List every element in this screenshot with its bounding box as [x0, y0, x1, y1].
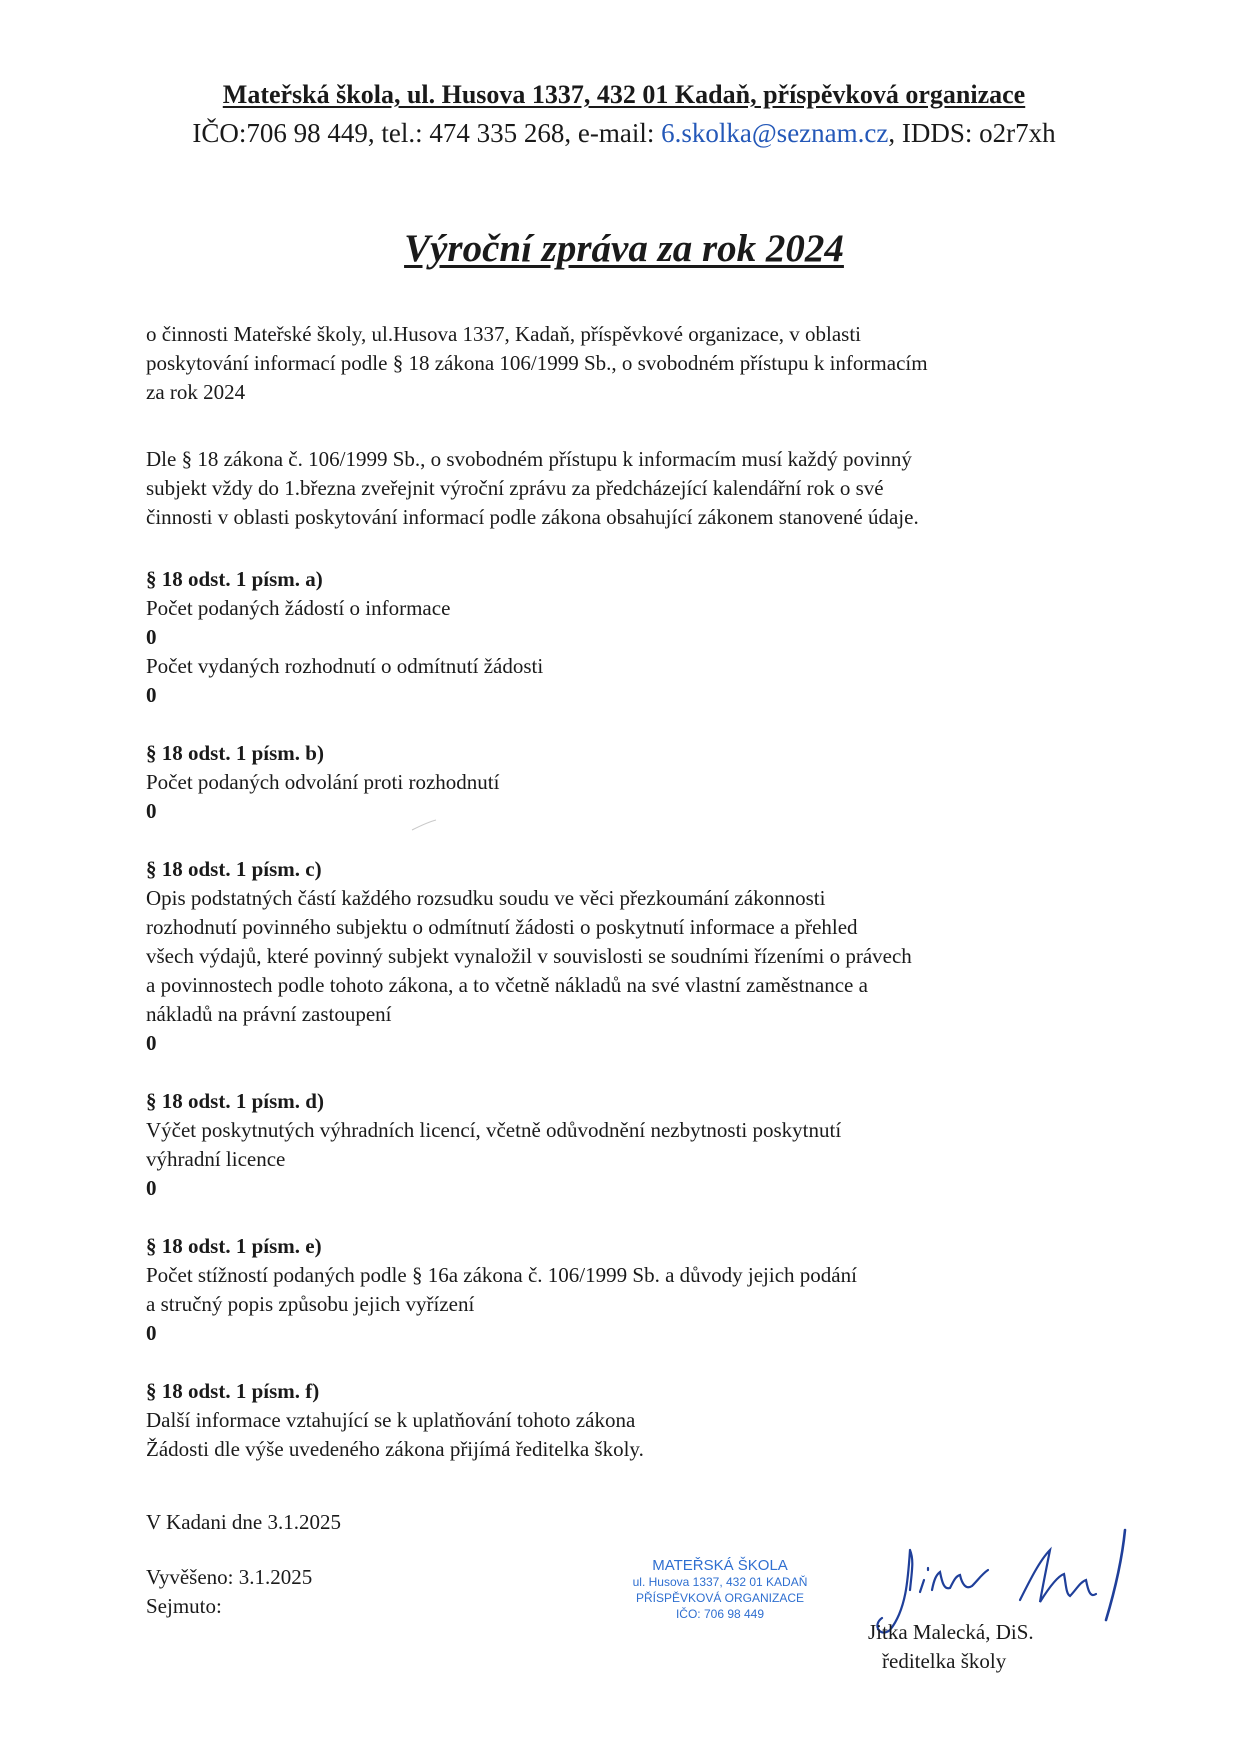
- item-text: Počet podaných odvolání proti rozhodnutí: [146, 770, 500, 794]
- item-text: Počet stížností podaných podle § 16a zákona č. 106/1999 Sb. a důvody jejich podání: [146, 1263, 857, 1287]
- section-heading: § 18 odst. 1 písm. a): [146, 567, 323, 591]
- section-heading: § 18 odst. 1 písm. f): [146, 1379, 320, 1403]
- section-a: [146, 565, 1106, 710]
- section-heading: § 18 odst. 1 písm. e): [146, 1234, 322, 1258]
- item-value: 0: [146, 1031, 157, 1055]
- item-text: Výčet poskytnutých výhradních licencí, včetně odůvodnění nezbytnosti poskytnutí: [146, 1118, 842, 1142]
- item-text: Opis podstatných částí každého rozsudku soudu ve věci přezkoumání zákonnosti: [146, 886, 826, 910]
- document-title: Výroční zpráva za rok 2024: [404, 227, 844, 270]
- place-date: V Kadani dne 3.1.2025: [146, 1510, 341, 1534]
- item-value: 0: [146, 1321, 157, 1345]
- section-f: [146, 1377, 1106, 1464]
- stamp-line: PŘÍSPĚVKOVÁ ORGANIZACE: [635, 1591, 805, 1605]
- email-link[interactable]: 6.skolka@seznam.cz: [661, 118, 889, 148]
- section-e: [146, 1232, 1106, 1348]
- contact-suffix: , IDDS: o2r7xh: [888, 118, 1056, 148]
- intro-line: o činnosti Mateřské školy, ul.Husova 1337, Kadaň, příspěvkové organizace, v oblasti: [146, 322, 862, 346]
- paragraph-line: Dle § 18 zákona č. 106/1999 Sb., o svobodném přístupu k informacím musí každý povinný: [146, 447, 912, 471]
- posted-date: Vyvěšeno: 3.1.2025: [146, 1565, 313, 1589]
- stamp-line: IČO: 706 98 449: [675, 1607, 765, 1621]
- item-value: 0: [146, 1176, 157, 1200]
- item-text: Další informace vztahující se k uplatňování tohoto zákona: [146, 1408, 636, 1432]
- intro-paragraph: [146, 320, 1106, 407]
- section-heading: § 18 odst. 1 písm. c): [146, 857, 322, 881]
- legal-paragraph: [146, 445, 1106, 532]
- signer-role: ředitelka školy: [882, 1649, 1007, 1673]
- item-text: všech výdajů, které povinný subjekt vynaložil v souvislosti se soudními řízeními o právech: [146, 944, 912, 968]
- item-value: 0: [146, 683, 157, 707]
- stamp-line: ul. Husova 1337, 432 01 KADAŇ: [632, 1575, 808, 1589]
- signer-name: Jitka Malecká, DiS.: [868, 1620, 1034, 1644]
- section-d: [146, 1087, 1106, 1203]
- posting-info: [146, 1563, 312, 1621]
- paragraph-line: subjekt vždy do 1.března zveřejnit výroční zprávu za předcházející kalendářní rok o své: [146, 476, 884, 500]
- item-text: Žádosti dle výše uvedeného zákona přijímá ředitelka školy.: [146, 1437, 644, 1461]
- item-value: 0: [146, 799, 157, 823]
- removed-date: Sejmuto:: [146, 1594, 222, 1618]
- item-text: Počet vydaných rozhodnutí o odmítnutí žádosti: [146, 654, 544, 678]
- section-c: [146, 855, 1106, 1058]
- stamp-line: MATEŘSKÁ ŠKOLA: [652, 1557, 788, 1574]
- section-b: [146, 739, 1106, 826]
- section-heading: § 18 odst. 1 písm. d): [146, 1089, 324, 1113]
- item-text: rozhodnutí povinného subjektu o odmítnutí žádosti o poskytnutí informace a přehled: [146, 915, 858, 939]
- scan-mark: [410, 818, 440, 832]
- organization-header: Mateřská škola, ul. Husova 1337, 432 01 Kadaň, příspěvková organizace: [222, 80, 1026, 109]
- item-text: a povinnostech podle tohoto zákona, a to včetně nákladů na své vlastní zaměstnance a: [146, 973, 868, 997]
- intro-line: poskytování informací podle § 18 zákona 106/1999 Sb., o svobodném přístupu k informacím: [146, 351, 928, 375]
- item-text: výhradní licence: [146, 1147, 286, 1171]
- school-stamp: [585, 1558, 855, 1622]
- item-text: Počet podaných žádostí o informace: [146, 596, 451, 620]
- item-text: nákladů na právní zastoupení: [146, 1002, 392, 1026]
- signer-block: [868, 1618, 1034, 1676]
- sections-list: [146, 565, 1106, 1493]
- contact-line: [0, 118, 1248, 149]
- contact-prefix: IČO:706 98 449, tel.: 474 335 268, e-mail:: [192, 118, 662, 148]
- intro-line: za rok 2024: [146, 380, 246, 404]
- item-text: a stručný popis způsobu jejich vyřízení: [146, 1292, 475, 1316]
- item-value: 0: [146, 625, 157, 649]
- paragraph-line: činnosti v oblasti poskytování informací podle zákona obsahující zákonem stanovené údaje.: [146, 505, 919, 529]
- section-heading: § 18 odst. 1 písm. b): [146, 741, 324, 765]
